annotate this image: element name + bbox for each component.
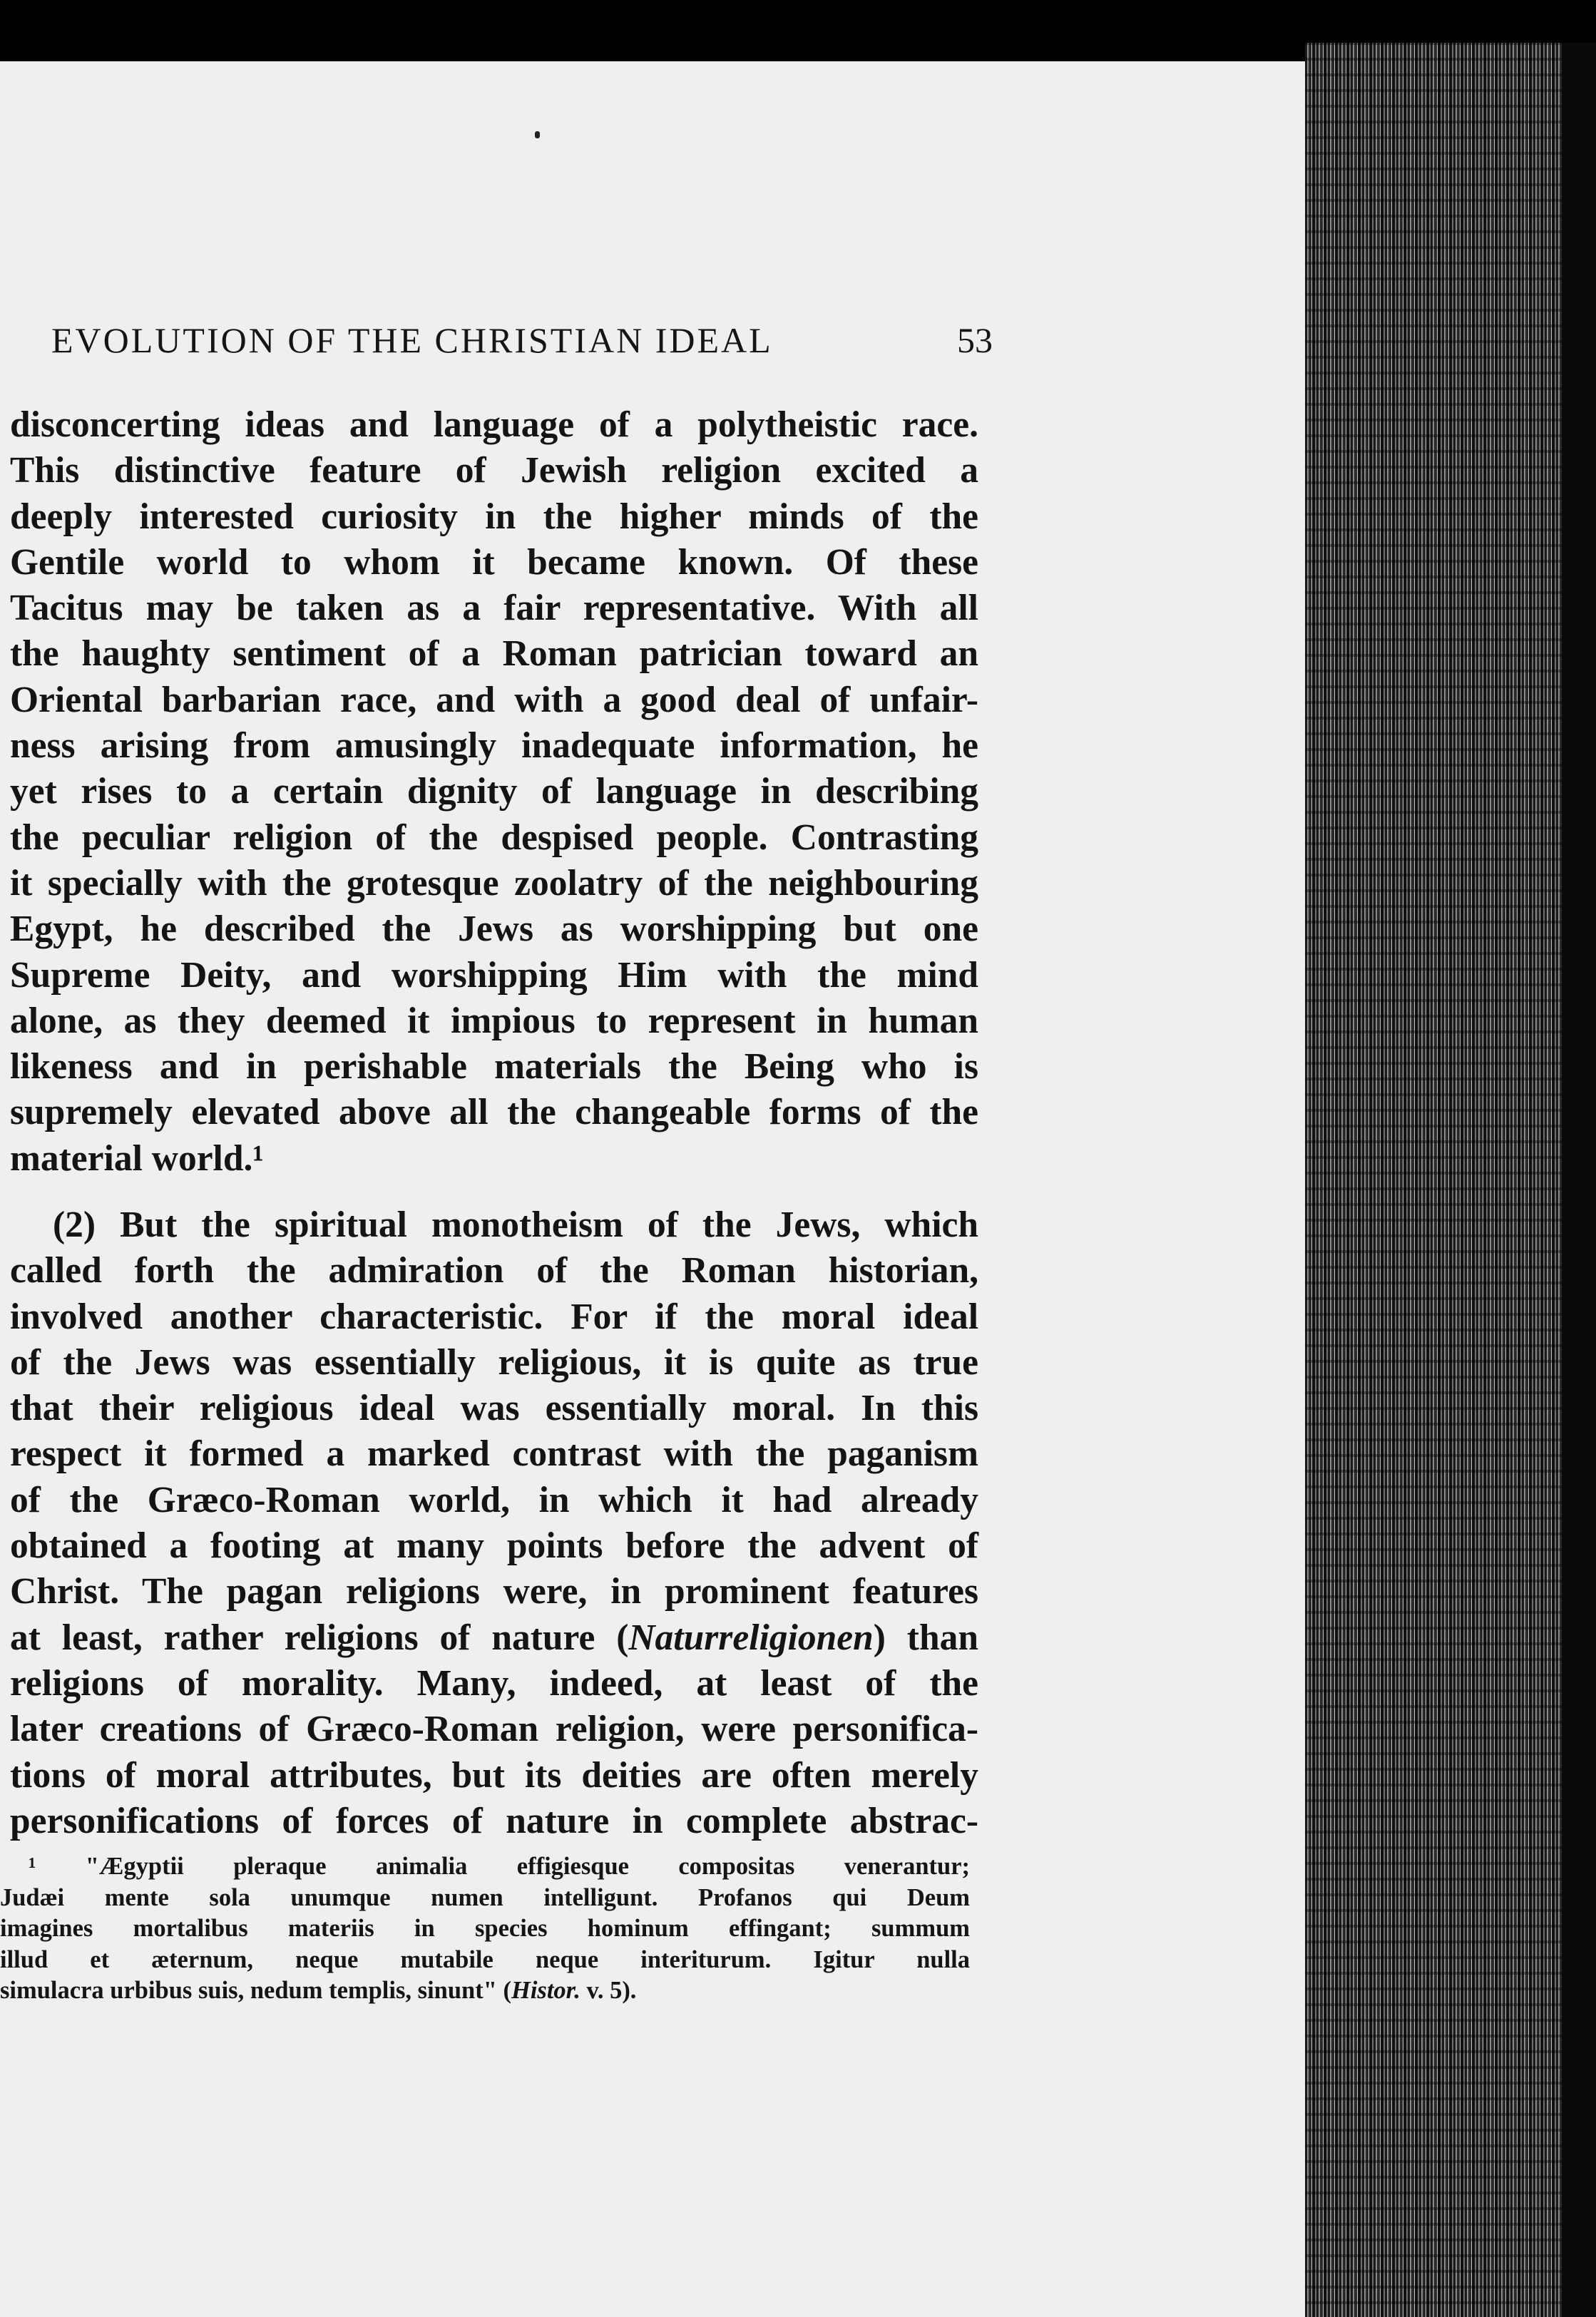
text-line: likeness and in perishable materials the Being who is xyxy=(10,1046,978,1088)
text-segment: at least, rather religions of nature ( xyxy=(10,1617,629,1658)
text-line: ness arising from amusingly inadequate information, he xyxy=(10,725,978,767)
text-line: alone, as they deemed it impious to represent in human xyxy=(10,1000,978,1041)
text-line: tions of moral attributes, but its deities are often merely xyxy=(10,1754,978,1796)
text-line: later creations of Græco-Roman religion, were personifica- xyxy=(10,1709,978,1750)
text-line: disconcerting ideas and language of a polytheistic race. xyxy=(10,404,978,445)
text-segment: v. 5). xyxy=(580,1977,637,2004)
text-line: obtained a footing at many points before the advent of xyxy=(10,1525,978,1567)
footnote-line xyxy=(0,1975,970,2007)
text-line: the peculiar religion of the despised people. Contrasting xyxy=(10,817,978,858)
italic-term: Histor. xyxy=(511,1977,580,2004)
text-line: (2) But the spiritual monotheism of the Jews, which xyxy=(53,1204,978,1245)
text-line: of the Græco-Roman world, in which it had already xyxy=(10,1479,978,1520)
book-page xyxy=(0,61,1312,2317)
text-line: that their religious ideal was essentially moral. In this xyxy=(10,1388,978,1429)
text-line: material world.¹ xyxy=(10,1137,264,1179)
text-line: involved another characteristic. For if the moral ideal xyxy=(10,1296,978,1337)
text-line xyxy=(10,1615,978,1661)
italic-term: Naturreligionen xyxy=(628,1617,874,1658)
text-line: yet rises to a certain dignity of language in describing xyxy=(10,771,978,812)
text-line: called forth the admiration of the Roman historian, xyxy=(10,1250,978,1292)
footnote-line: illud et æternum, neque mutabile neque interiturum. Igitur nulla xyxy=(0,1945,970,1973)
text-line: respect it formed a marked contrast with the paganism xyxy=(10,1433,978,1475)
footnote-line: Judæi mente sola unumque numen intelligunt. Profanos qui Deum xyxy=(0,1883,970,1911)
text-line: Christ. The pagan religions were, in prominent features xyxy=(10,1571,978,1612)
text-line: Egypt, he described the Jews as worshipping but one xyxy=(10,909,978,950)
text-segment: ) than xyxy=(873,1617,978,1658)
text-line: Oriental barbarian race, and with a good deal of unfair- xyxy=(10,679,978,720)
text-line: personifications of forces of nature in complete abstrac- xyxy=(10,1800,978,1841)
page-edge-texture xyxy=(1305,43,1562,2317)
footnote xyxy=(0,1851,970,2007)
running-head xyxy=(51,319,993,369)
text-segment: simulacra urbibus suis, nedum templis, sinunt" ( xyxy=(0,1977,511,2004)
page-number: 53 xyxy=(957,320,993,360)
text-line: supremely elevated above all the changeable forms of the xyxy=(10,1092,978,1133)
text-line: Tacitus may be taken as a fair representative. With all xyxy=(10,588,978,629)
running-title: EVOLUTION OF THE CHRISTIAN IDEAL xyxy=(51,320,773,360)
text-line: deeply interested curiosity in the higher minds of the xyxy=(10,496,978,537)
text-line: of the Jews was essentially religious, it is quite as true xyxy=(10,1341,978,1383)
text-line: Supreme Deity, and worshipping Him with the mind xyxy=(10,954,978,996)
paragraph-2 xyxy=(10,1202,978,1844)
text-line: it specially with the grotesque zoolatry of the neighbouring xyxy=(10,862,978,904)
scan-margin xyxy=(1562,43,1596,2317)
footnote-line: imagines mortalibus materiis in species hominum effingant; summum xyxy=(0,1915,970,1942)
text-line: the haughty sentiment of a Roman patrician toward an xyxy=(10,633,978,675)
text-line: This distinctive feature of Jewish religion excited a xyxy=(10,450,978,491)
text-line: religions of morality. Many, indeed, at least of the xyxy=(10,1662,978,1704)
paragraph-1 xyxy=(10,402,978,1182)
footnote-line: ¹ "Ægyptii pleraque animalia effigiesque compositas venerantur; xyxy=(29,1853,970,1880)
ink-speck xyxy=(535,131,540,138)
text-line: Gentile world to whom it became known. Of these xyxy=(10,541,978,583)
